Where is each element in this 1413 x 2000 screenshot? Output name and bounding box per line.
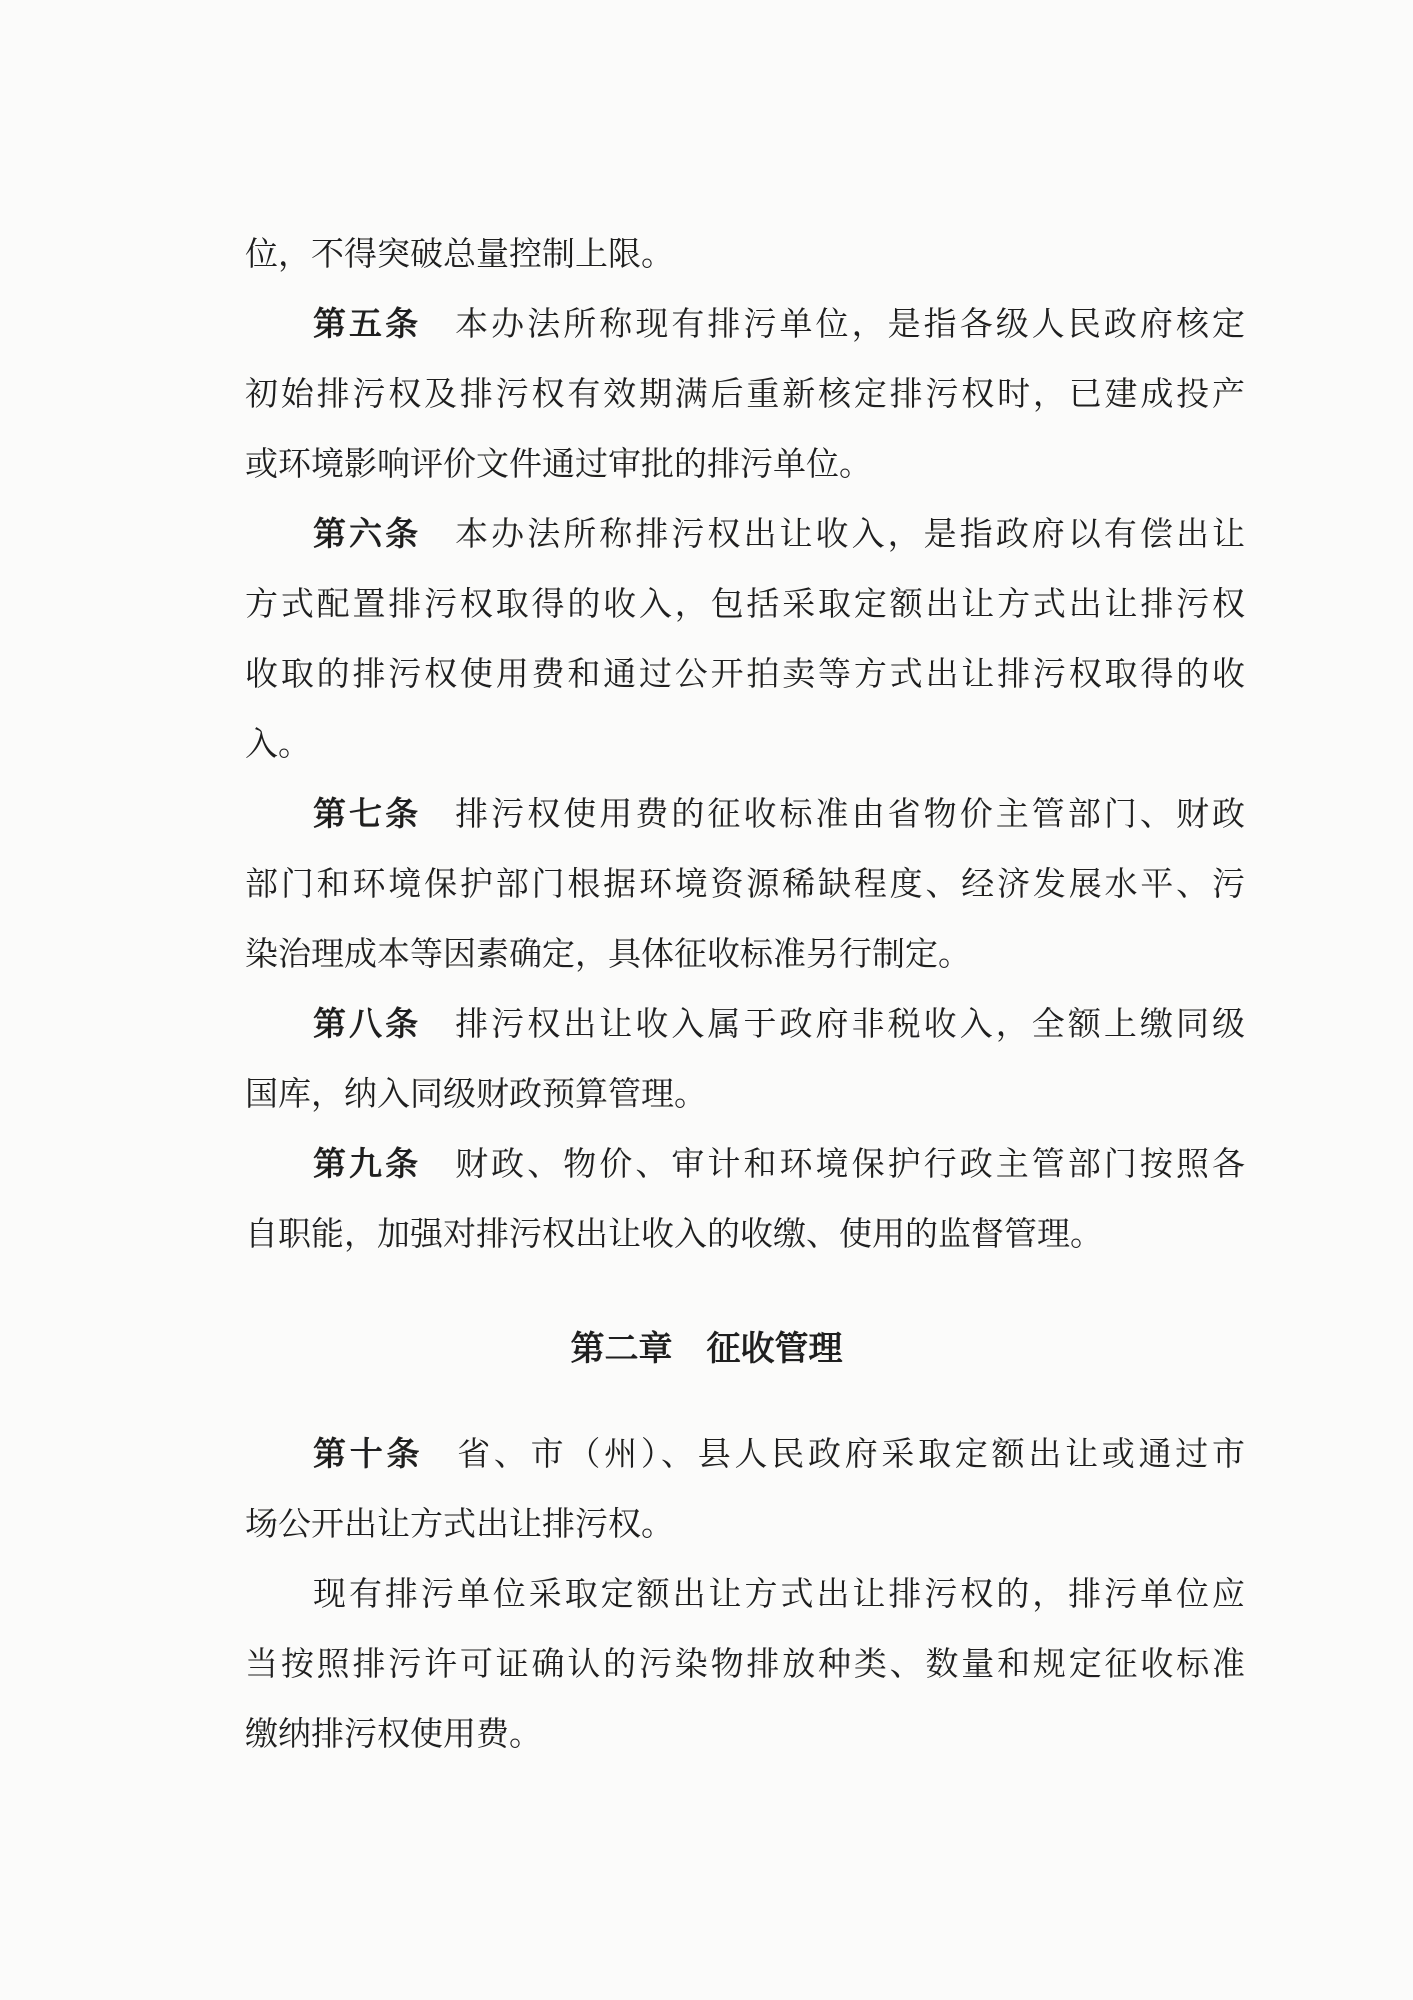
article-text: 本办法所称排污权出让收入，是指政府以有偿出让 — [455, 514, 1245, 553]
text-line: 或环境影响评价文件通过审批的排污单位。 — [245, 444, 872, 483]
article-5-first-line — [313, 302, 1245, 346]
article-label: 第九条 — [313, 1144, 422, 1183]
text-line: 位，不得突破总量控制上限。 — [245, 234, 674, 273]
text-line: 自职能，加强对排污权出让收入的收缴、使用的监督管理。 — [245, 1214, 1103, 1253]
text-line: 国库，纳入同级财政预算管理。 — [245, 1074, 707, 1113]
article-6-first-line — [313, 512, 1245, 556]
article-text: 排污权使用费的征收标准由省物价主管部门、财政 — [455, 794, 1245, 833]
article-8-first-line — [313, 1002, 1245, 1046]
text-line: 染治理成本等因素确定，具体征收标准另行制定。 — [245, 934, 971, 973]
article-text: 省、市（州）、县人民政府采取定额出让或通过市 — [457, 1434, 1245, 1473]
article-9-first-line — [313, 1142, 1245, 1186]
chapter-heading — [0, 1327, 1413, 1371]
article-label: 第十条 — [313, 1434, 424, 1473]
text-line: 收取的排污权使用费和通过公开拍卖等方式出让排污权取得的收 — [245, 654, 1245, 693]
text-line: 方式配置排污权取得的收入，包括采取定额出让方式出让排污权 — [245, 584, 1245, 623]
article-text: 本办法所称现有排污单位，是指各级人民政府核定 — [455, 304, 1245, 343]
article-label: 第六条 — [313, 514, 422, 553]
article-label: 第五条 — [313, 304, 422, 343]
article-label: 第八条 — [313, 1004, 422, 1043]
text-line: 场公开出让方式出让排污权。 — [245, 1504, 674, 1543]
article-text: 排污权出让收入属于政府非税收入，全额上缴同级 — [455, 1004, 1245, 1043]
article-10-first-line — [313, 1432, 1245, 1476]
article-text: 财政、物价、审计和环境保护行政主管部门按照各 — [455, 1144, 1245, 1183]
text-line: 当按照排污许可证确认的污染物排放种类、数量和规定征收标准 — [245, 1644, 1245, 1683]
chapter-number: 第二章 — [570, 1329, 673, 1369]
text-line: 部门和环境保护部门根据环境资源稀缺程度、经济发展水平、污 — [245, 864, 1245, 903]
chapter-title: 征收管理 — [706, 1329, 843, 1369]
text-line: 入。 — [245, 724, 311, 763]
article-7-first-line — [313, 792, 1245, 836]
text-line: 缴纳排污权使用费。 — [245, 1714, 542, 1753]
text-line: 现有排污单位采取定额出让方式出让排污权的，排污单位应 — [313, 1574, 1245, 1613]
article-label: 第七条 — [313, 794, 422, 833]
text-line: 初始排污权及排污权有效期满后重新核定排污权时，已建成投产 — [245, 374, 1245, 413]
